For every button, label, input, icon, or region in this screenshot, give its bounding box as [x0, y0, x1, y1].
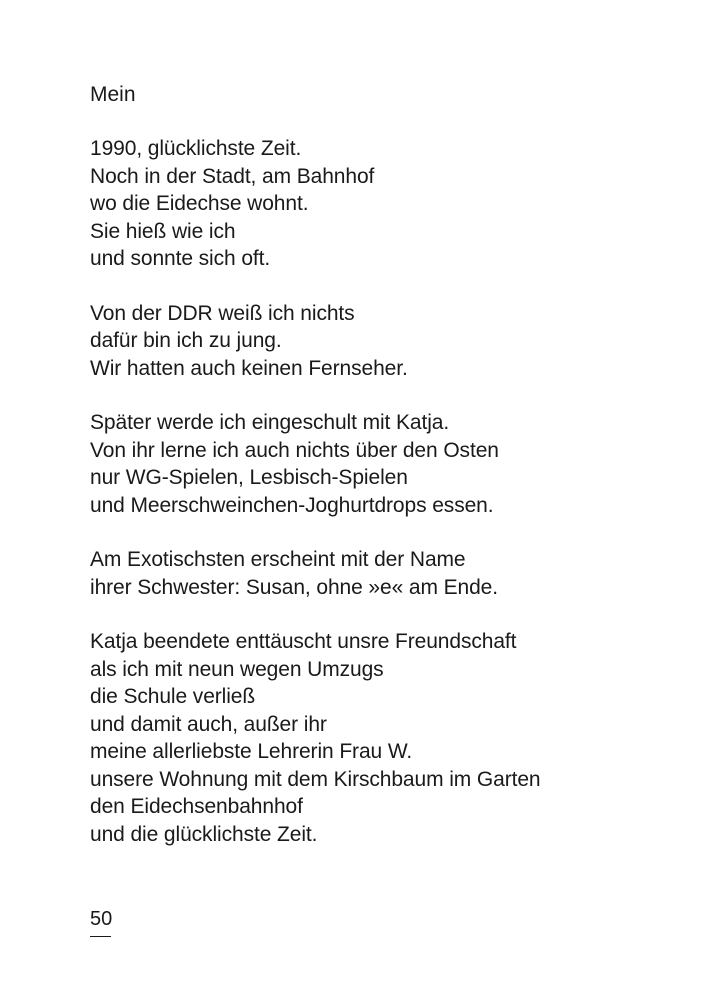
poem-line: Sie hieß wie ich — [90, 219, 236, 243]
page-number-rule — [90, 936, 111, 937]
poem-line: und damit auch, außer ihr — [90, 712, 327, 736]
poem-line: wo die Eidechse wohnt. — [90, 192, 309, 215]
stanza-2 — [90, 300, 690, 383]
poem-line: Katja beendete enttäuscht unsre Freundschaft — [90, 630, 517, 653]
poem-line: dafür bin ich zu jung. — [90, 329, 282, 352]
poem — [90, 81, 690, 875]
stanza-4 — [90, 546, 690, 601]
poem-line: und die glücklichste Zeit. — [90, 822, 318, 846]
page-number: 50 — [90, 908, 113, 930]
poem-title: Mein — [90, 83, 136, 106]
poem-line: unsere Wohnung mit dem Kirschbaum im Garten — [90, 767, 541, 791]
poem-line: Später werde ich eingeschult mit Katja. — [90, 411, 450, 434]
poem-line: nur WG-Spielen, Lesbisch-Spielen — [90, 466, 408, 489]
poem-line: Von der DDR weiß ich nichts — [90, 301, 355, 325]
poem-line: als ich mit neun wegen Umzugs — [90, 657, 384, 681]
poem-line: die Schule verließ — [90, 685, 256, 708]
poem-line: Von ihr lerne ich auch nichts über den Osten — [90, 438, 499, 462]
poem-line: und Meerschweinchen-Joghurtdrops essen. — [90, 493, 494, 517]
poem-line: Am Exotischsten erscheint mit der Name — [90, 548, 466, 571]
stanza-3 — [90, 409, 690, 519]
poem-line: 1990, glücklichste Zeit. — [90, 137, 302, 160]
stanza-5 — [90, 628, 690, 848]
poem-line: und sonnte sich oft. — [90, 247, 271, 270]
poem-line: meine allerliebste Lehrerin Frau W. — [90, 740, 413, 763]
poem-line: Wir hatten auch keinen Fernseher. — [90, 356, 408, 380]
poem-line: den Eidechsenbahnhof — [90, 795, 303, 818]
poem-line: Noch in der Stadt, am Bahnhof — [90, 164, 375, 188]
stanza-1 — [90, 135, 690, 273]
poem-line: ihrer Schwester: Susan, ohne »e« am Ende. — [90, 575, 498, 599]
